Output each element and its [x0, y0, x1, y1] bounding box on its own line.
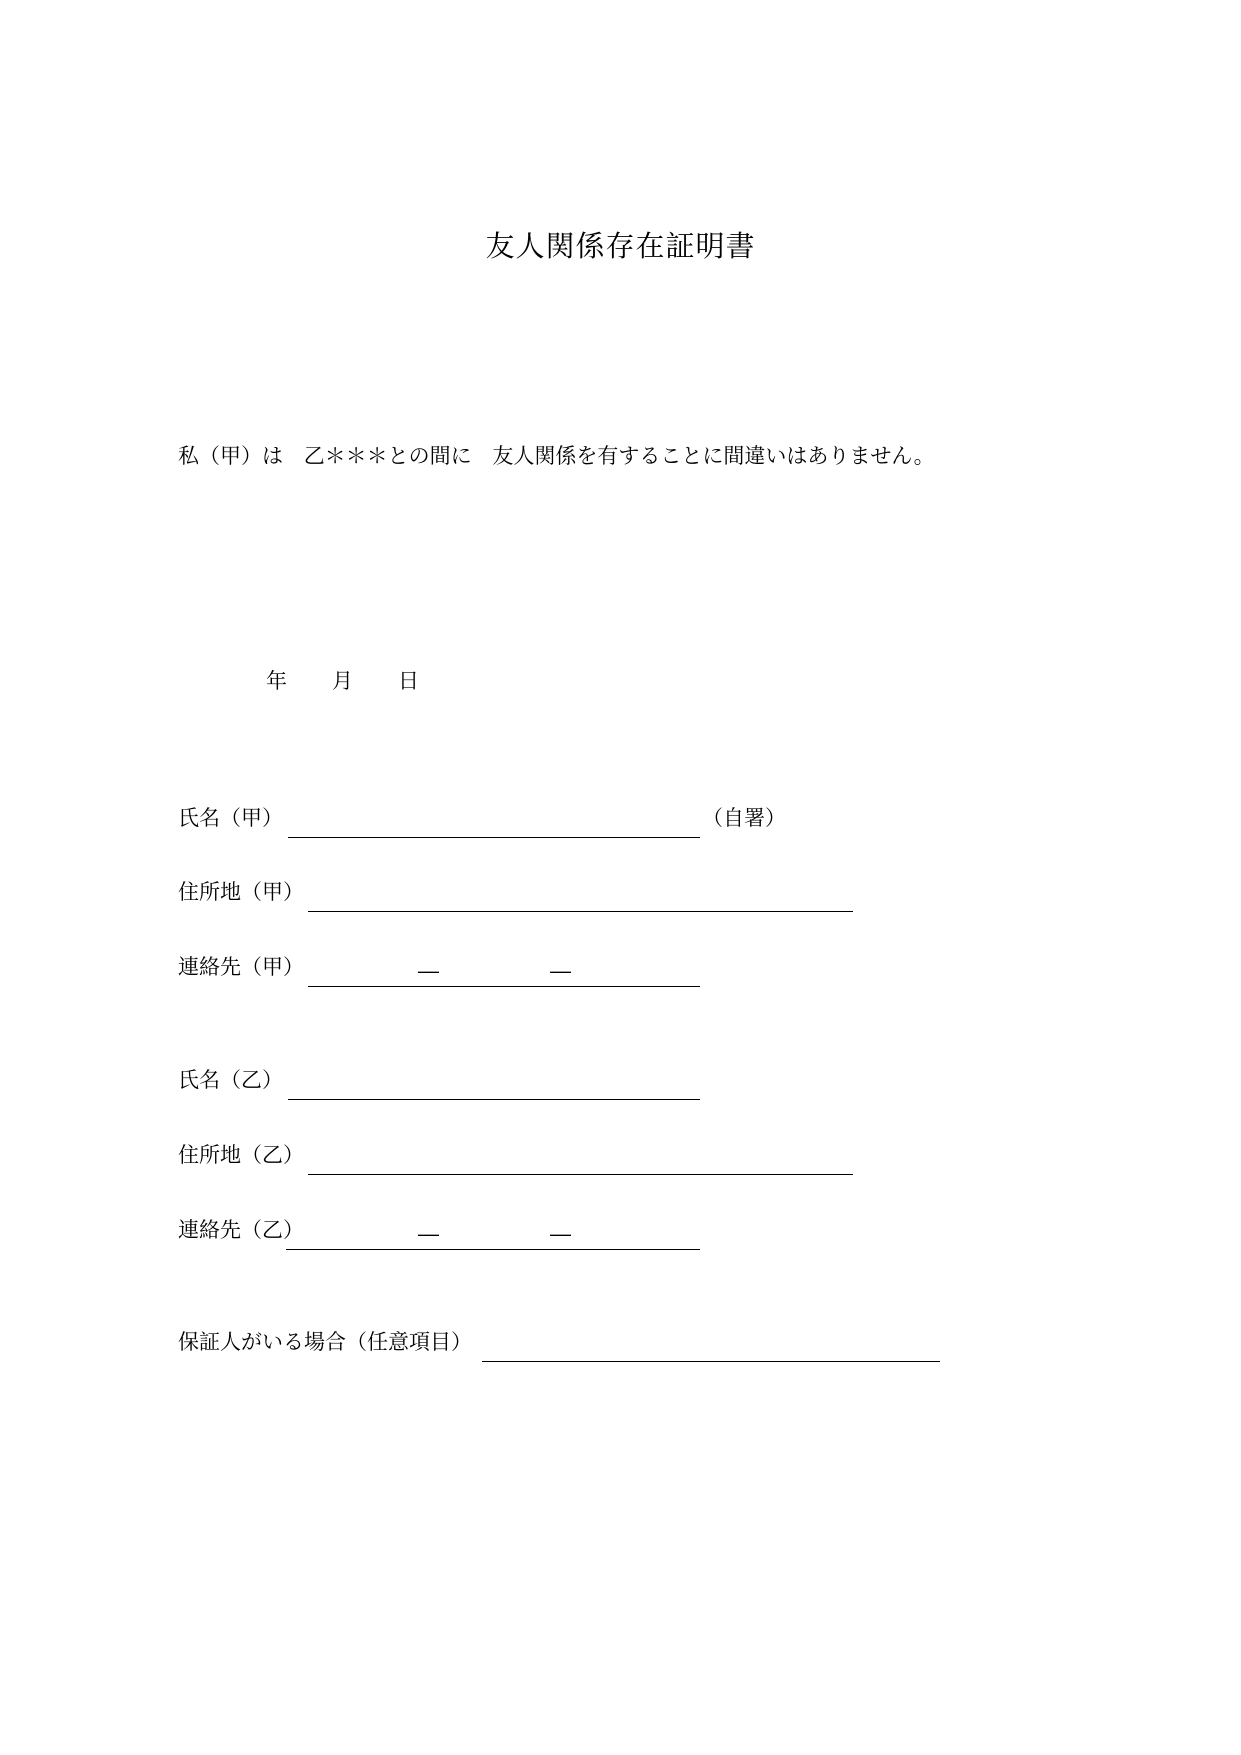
field-address-a-input-line[interactable] [308, 911, 853, 912]
field-contact-b-dash-2: ― [550, 1222, 571, 1246]
field-address-b [178, 1145, 878, 1175]
field-contact-a-input-line[interactable] [308, 986, 700, 987]
field-name-b-label: 氏名（乙） [178, 1068, 283, 1092]
field-address-a [178, 882, 878, 912]
field-name-b [178, 1070, 878, 1100]
field-guarantor-label: 保証人がいる場合（任意項目） [178, 1330, 472, 1354]
field-contact-a-dash-1: ― [418, 959, 439, 983]
date-day: 日 [398, 669, 419, 693]
field-guarantor [178, 1332, 978, 1362]
date-year: 年 [266, 669, 287, 693]
statement-part-1: 私（甲）は [178, 444, 283, 468]
statement-part-2: 乙＊＊＊との間に [303, 444, 472, 468]
field-contact-a-dash-2: ― [550, 959, 571, 983]
statement-text [178, 440, 935, 470]
date-month: 月 [332, 669, 353, 693]
field-contact-a-label: 連絡先（甲） [178, 955, 304, 979]
document-title: 友人関係存在証明書 [485, 229, 756, 263]
field-name-b-input-line[interactable] [288, 1099, 700, 1100]
field-address-b-input-line[interactable] [308, 1174, 853, 1175]
field-name-a-input-line[interactable] [288, 837, 700, 838]
field-address-a-label: 住所地（甲） [178, 880, 304, 904]
field-guarantor-input-line[interactable] [482, 1361, 940, 1362]
field-contact-b-label: 連絡先（乙） [178, 1218, 304, 1242]
statement-part-3: 友人関係を有することに間違いはありません。 [492, 444, 935, 468]
field-contact-a [178, 957, 878, 987]
field-contact-b-dash-1: ― [418, 1222, 439, 1246]
field-address-b-label: 住所地（乙） [178, 1143, 304, 1167]
field-name-a [178, 808, 878, 838]
field-name-a-suffix: （自署） [702, 806, 786, 830]
field-name-a-label: 氏名（甲） [178, 806, 283, 830]
field-contact-b [178, 1220, 878, 1250]
field-contact-b-input-line[interactable] [286, 1249, 700, 1250]
